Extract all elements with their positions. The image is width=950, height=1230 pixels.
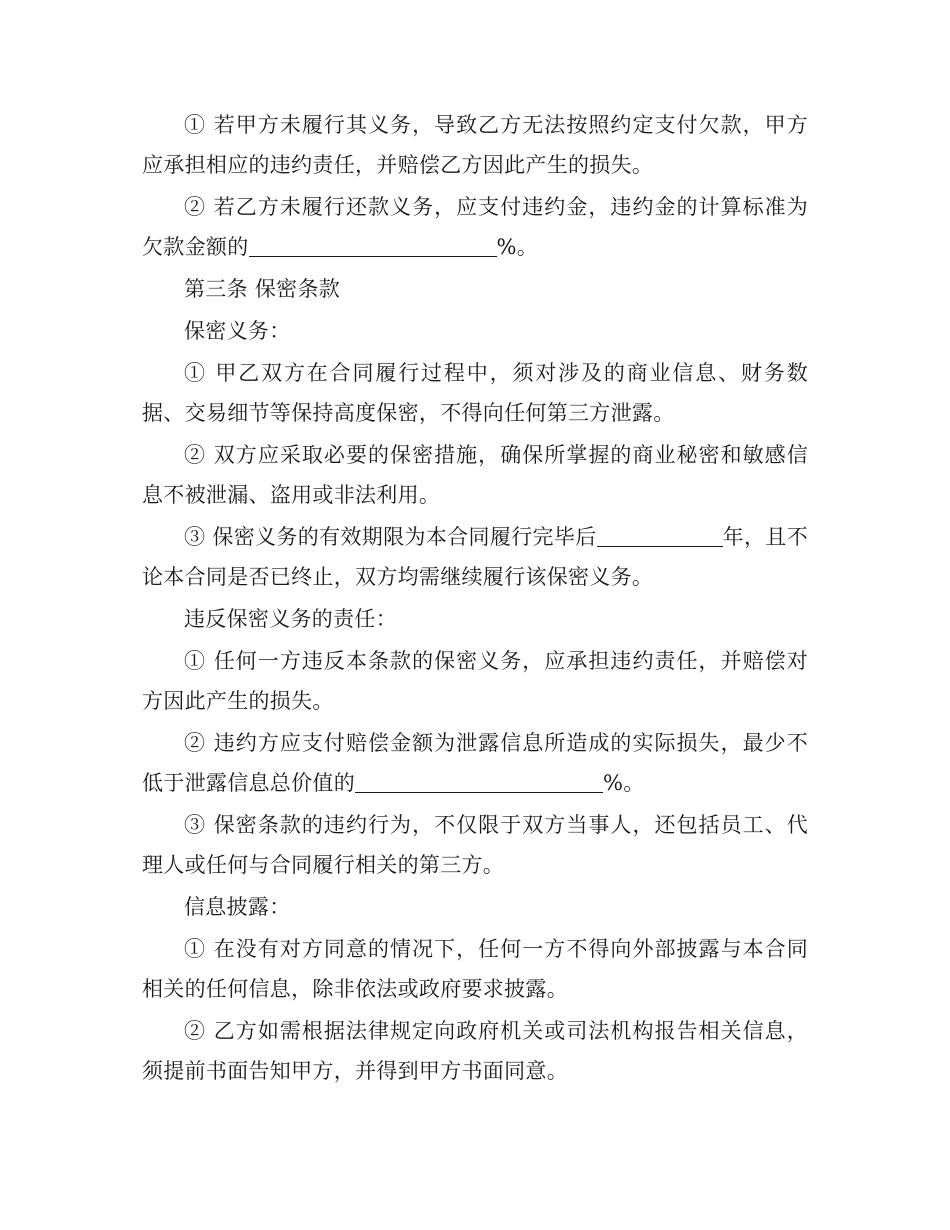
heading-text: 信息披露： (184, 895, 291, 919)
paragraph-text: ③ 保密条款的违约行为，不仅限于双方当事人，还包括员工、代理人或任何与合同履行相关的第三方。 (142, 813, 808, 877)
paragraph-text-suffix: %。 (603, 771, 645, 795)
subheading-breach-liability (142, 599, 808, 639)
section-heading-article-3 (142, 269, 808, 309)
paragraph-disclosure-2 (142, 1011, 808, 1091)
fill-in-blank-years (597, 524, 723, 547)
paragraph-breach-1 (142, 641, 808, 721)
paragraph-confidentiality-2 (142, 435, 808, 515)
subheading-information-disclosure (142, 887, 808, 927)
paragraph-text: ① 甲乙双方在合同履行过程中，须对涉及的商业信息、财务数据、交易细节等保持高度保密，不得向任何第三方泄露。 (142, 361, 808, 425)
subheading-confidentiality-obligation (142, 311, 808, 351)
heading-text: 第三条 保密条款 (184, 277, 341, 301)
paragraph-text-suffix: 年，且不论本合同是否已终止，双方均需继续履行该保密义务。 (142, 525, 808, 589)
paragraph-text: ① 在没有对方同意的情况下，任何一方不得向外部披露与本合同相关的任何信息，除非依法或政府要求披露。 (142, 937, 808, 1001)
fill-in-blank-penalty-rate (249, 234, 497, 257)
paragraph-confidentiality-1 (142, 353, 808, 433)
heading-text: 保密义务： (184, 319, 291, 343)
fill-in-blank-compensation-rate (355, 770, 603, 793)
paragraph-confidentiality-3 (142, 517, 808, 597)
paragraph-disclosure-1 (142, 929, 808, 1009)
paragraph-text: ② 双方应采取必要的保密措施，确保所掌握的商业秘密和敏感信息不被泄漏、盗用或非法利用。 (142, 443, 808, 507)
paragraph-breach-3 (142, 805, 808, 885)
paragraph-party-b-penalty (142, 187, 808, 267)
paragraph-breach-2 (142, 723, 808, 803)
paragraph-text: ③ 保密义务的有效期限为本合同履行完毕后 (184, 525, 597, 549)
paragraph-text: ② 违约方应支付赔偿金额为泄露信息所造成的实际损失，最少不低于泄露信息总价值的 (142, 731, 808, 795)
heading-text: 违反保密义务的责任： (184, 607, 397, 631)
paragraph-text: ② 乙方如需根据法律规定向政府机关或司法机构报告相关信息，须提前书面告知甲方，并得到甲方书面同意。 (142, 1019, 808, 1083)
paragraph-text: ② 若乙方未履行还款义务，应支付违约金，违约金的计算标准为欠款金额的 (142, 195, 808, 259)
document-body (142, 105, 808, 1093)
paragraph-text: ① 若甲方未履行其义务，导致乙方无法按照约定支付欠款，甲方应承担相应的违约责任，并赔偿乙方因此产生的损失。 (142, 113, 808, 177)
paragraph-party-a-breach (142, 105, 808, 185)
paragraph-text: ① 任何一方违反本条款的保密义务，应承担违约责任，并赔偿对方因此产生的损失。 (142, 649, 808, 713)
paragraph-text-suffix: %。 (496, 235, 539, 259)
